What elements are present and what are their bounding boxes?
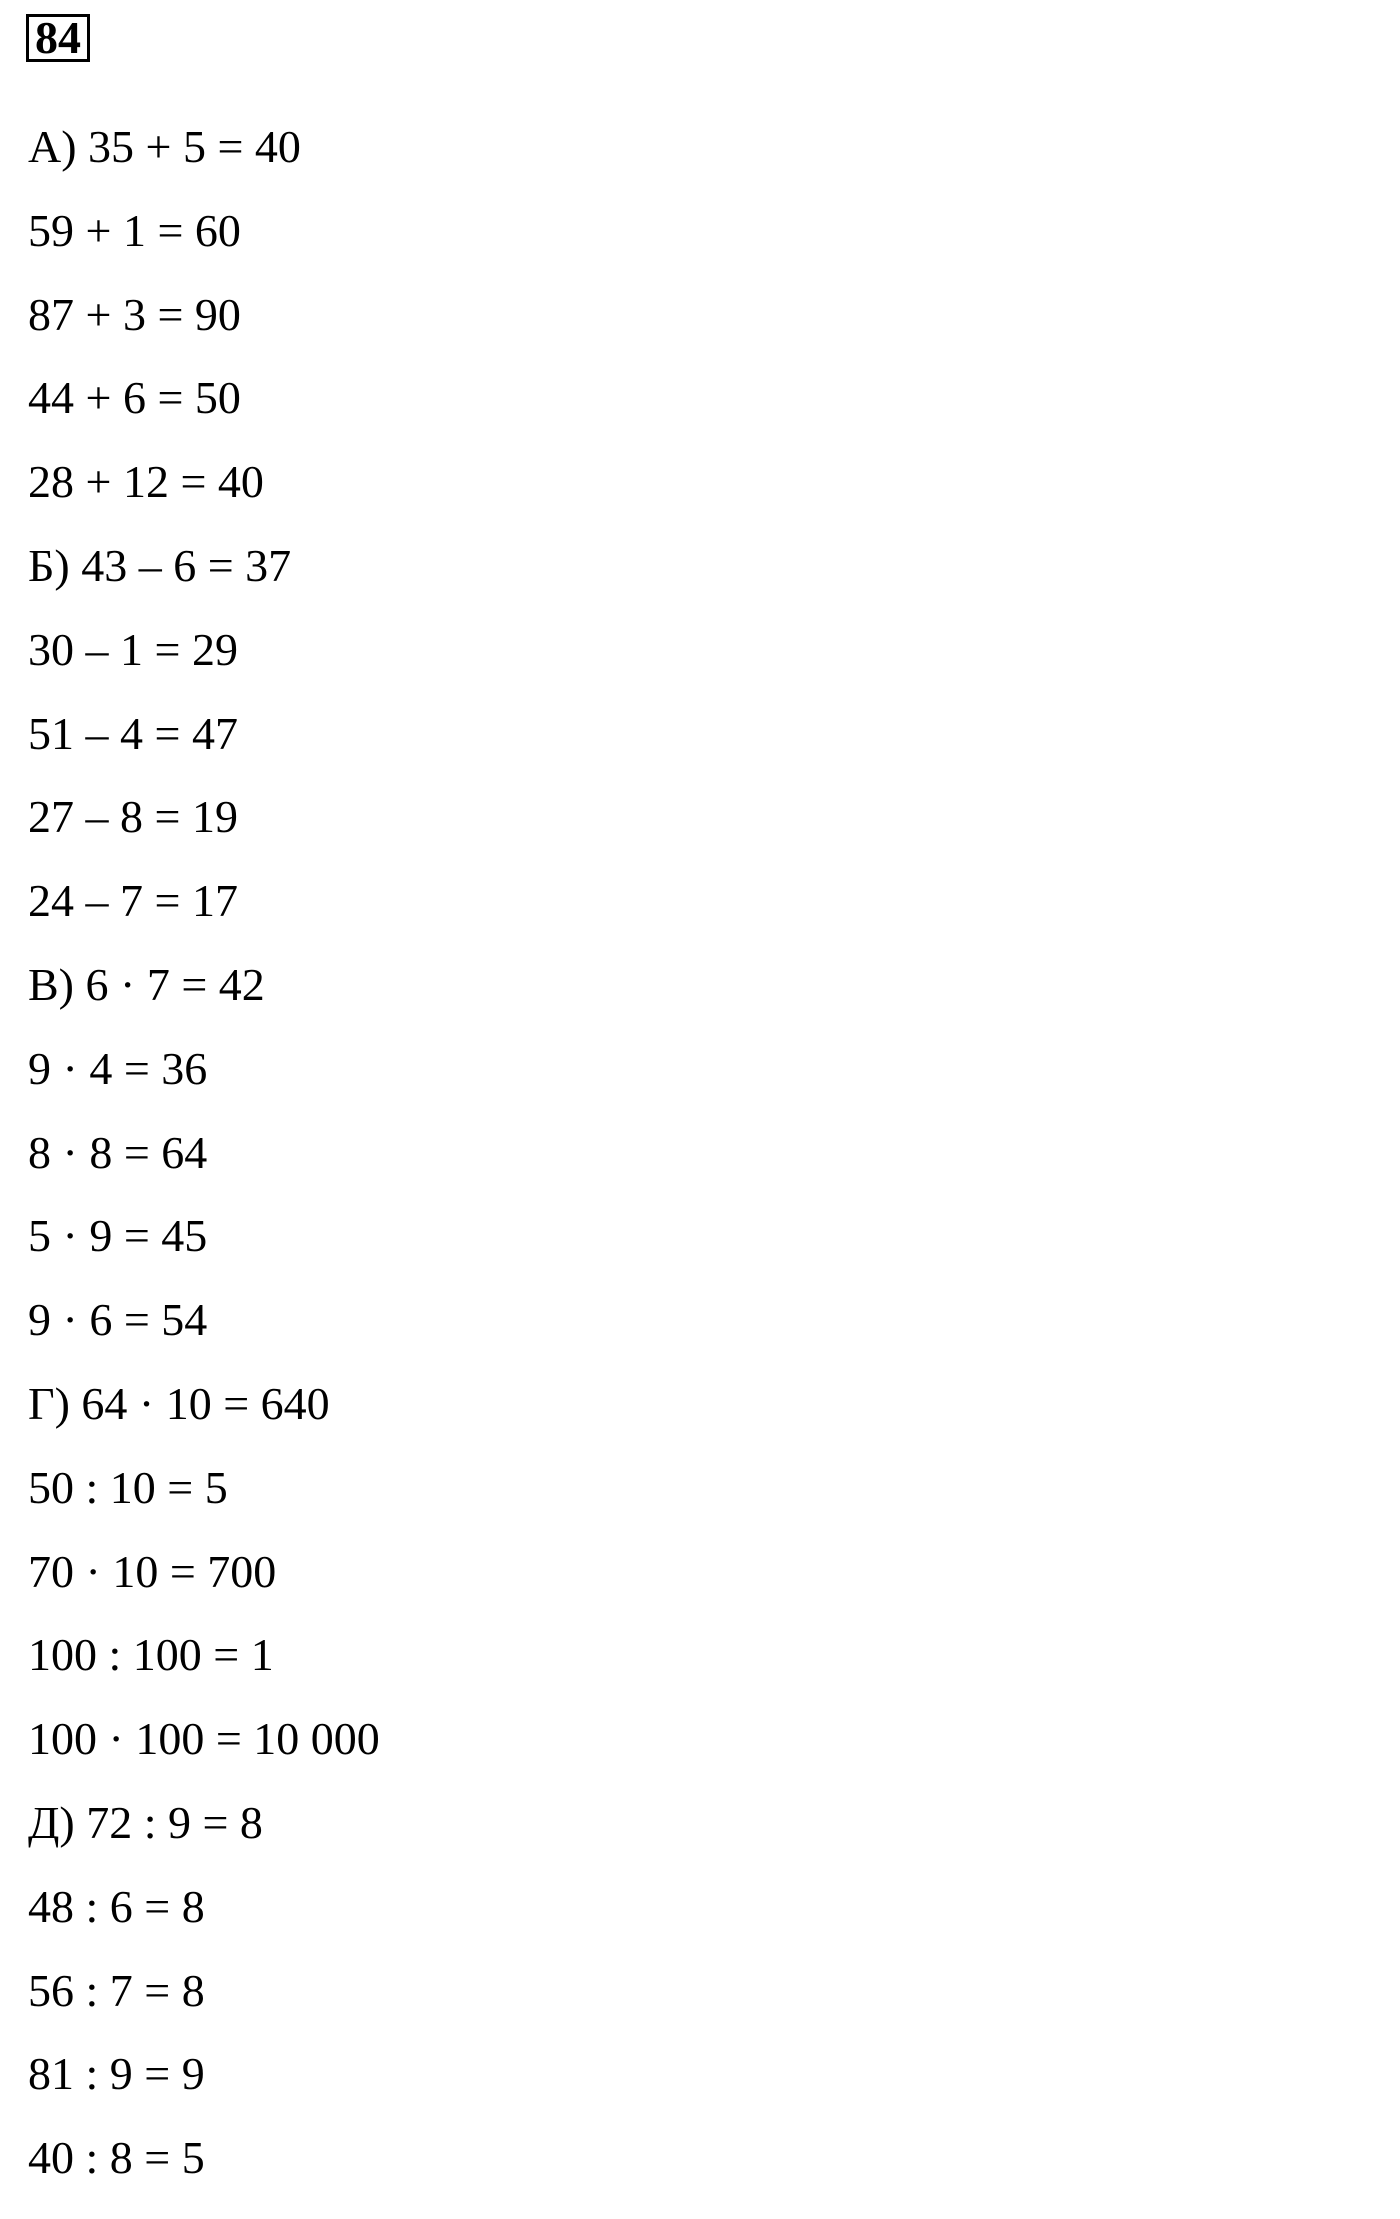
answer-line: 27 – 8 = 19	[28, 791, 238, 843]
answer-line: 50 : 10 = 5	[28, 1461, 228, 1513]
answer-line: 51 – 4 = 47	[28, 707, 238, 759]
answer-line: 24 – 7 = 17	[28, 875, 238, 927]
exercise-number: 84	[26, 14, 90, 62]
answer-line: 5 · 9 = 45	[28, 1210, 208, 1262]
answer-line: 40 : 8 = 5	[28, 2132, 205, 2184]
answer-line: В) 6 · 7 = 42	[28, 958, 265, 1010]
answer-line: А) 35 + 5 = 40	[28, 121, 301, 172]
answer-line: 81 : 9 = 9	[28, 2048, 205, 2100]
answer-line: 100 · 100 = 10 000	[28, 1713, 380, 1765]
answer-line: 70 · 10 = 700	[28, 1545, 277, 1597]
answer-line: 9 · 6 = 54	[28, 1294, 208, 1346]
answer-line: 9 · 4 = 36	[28, 1042, 208, 1094]
answer-list	[28, 121, 380, 2219]
answer-line: 44 + 6 = 50	[28, 372, 241, 424]
answer-line: 59 + 1 = 60	[28, 204, 241, 256]
answer-line: 48 : 6 = 8	[28, 1880, 205, 1932]
answer-line: Б) 43 – 6 = 37	[28, 539, 292, 591]
answer-line: 56 : 7 = 8	[28, 1964, 205, 2016]
answer-line: 30 – 1 = 29	[28, 623, 238, 675]
answer-line: Д) 72 : 9 = 8	[28, 1796, 263, 1848]
answer-line: 8 · 8 = 64	[28, 1126, 208, 1178]
answer-line: 87 + 3 = 90	[28, 288, 241, 340]
answer-line: 28 + 12 = 40	[28, 456, 264, 508]
answer-line: Г) 64 · 10 = 640	[28, 1377, 330, 1429]
answer-line: 100 : 100 = 1	[28, 1629, 274, 1681]
